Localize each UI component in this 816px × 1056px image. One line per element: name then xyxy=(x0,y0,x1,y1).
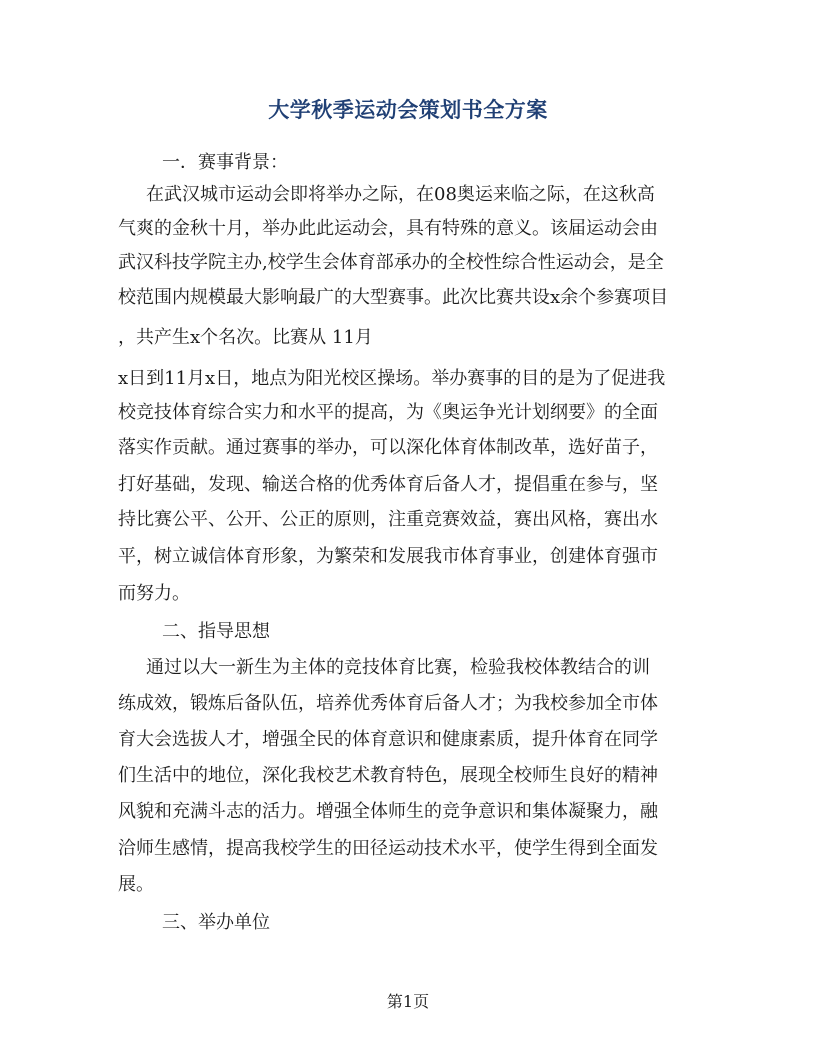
paragraph-line: 落实作贡献。通过赛事的举办，可以深化体育体制改革，选好苗子， xyxy=(118,437,658,458)
section-heading: 二、指导思想 xyxy=(162,621,270,642)
paragraph-line: 气爽的金秋十月，举办此此运动会，具有特殊的意义。该届运动会由 xyxy=(118,218,658,239)
paragraph-line: x日到11月x日，地点为阳光校区操场。举办赛事的目的是为了促进我 xyxy=(118,368,666,389)
paragraph-line: 平，树立诚信体育形象，为繁荣和发展我市体育事业，创建体育强市 xyxy=(118,546,658,567)
document-title: 大学秋季运动会策划书全方案 xyxy=(268,97,548,122)
paragraph-line: ，共产生x个名次。比赛从 11月 xyxy=(118,327,373,348)
section-heading: 三、举办单位 xyxy=(162,912,270,933)
paragraph-line: 通过以大一新生为主体的竞技体育比赛，检验我校体教结合的训 xyxy=(146,657,650,678)
paragraph-line: 持比赛公平、公开、公正的原则，注重竞赛效益，赛出风格，赛出水 xyxy=(118,509,658,530)
paragraph-line: 洽师生感情，提高我校学生的田径运动技术水平，使学生得到全面发 xyxy=(118,838,658,859)
paragraph-line: 们生活中的地位，深化我校艺术教育特色，展现全校师生良好的精神 xyxy=(118,765,658,786)
section-heading: 一．赛事背景： xyxy=(162,152,288,173)
paragraph-line: 展。 xyxy=(118,874,154,895)
paragraph-line: 而努力。 xyxy=(118,583,190,604)
paragraph-line: 校范围内规模最大影响最广的大型赛事。此次比赛共设x余个参赛项目 xyxy=(118,287,669,308)
paragraph-line: 打好基础，发现、输送合格的优秀体育后备人才，提倡重在参与，坚 xyxy=(118,474,658,495)
paragraph-line: 练成效，锻炼后备队伍，培养优秀体育后备人才；为我校参加全市体 xyxy=(118,693,658,714)
paragraph-line: 风貌和充满斗志的活力。增强全体师生的竞争意识和集体凝聚力，融 xyxy=(118,801,658,822)
paragraph-line: 在武汉城市运动会即将举办之际，在08奥运来临之际，在这秋高 xyxy=(146,184,655,205)
paragraph-line: 武汉科技学院主办,校学生会体育部承办的全校性综合性运动会，是全 xyxy=(118,252,664,273)
paragraph-line: 育大会选拔人才，增强全民的体育意识和健康素质，提升体育在同学 xyxy=(118,729,658,750)
paragraph-line: 校竞技体育综合实力和水平的提高，为《奥运争光计划纲要》的全面 xyxy=(118,402,658,423)
page-number: 第1页 xyxy=(386,992,430,1011)
